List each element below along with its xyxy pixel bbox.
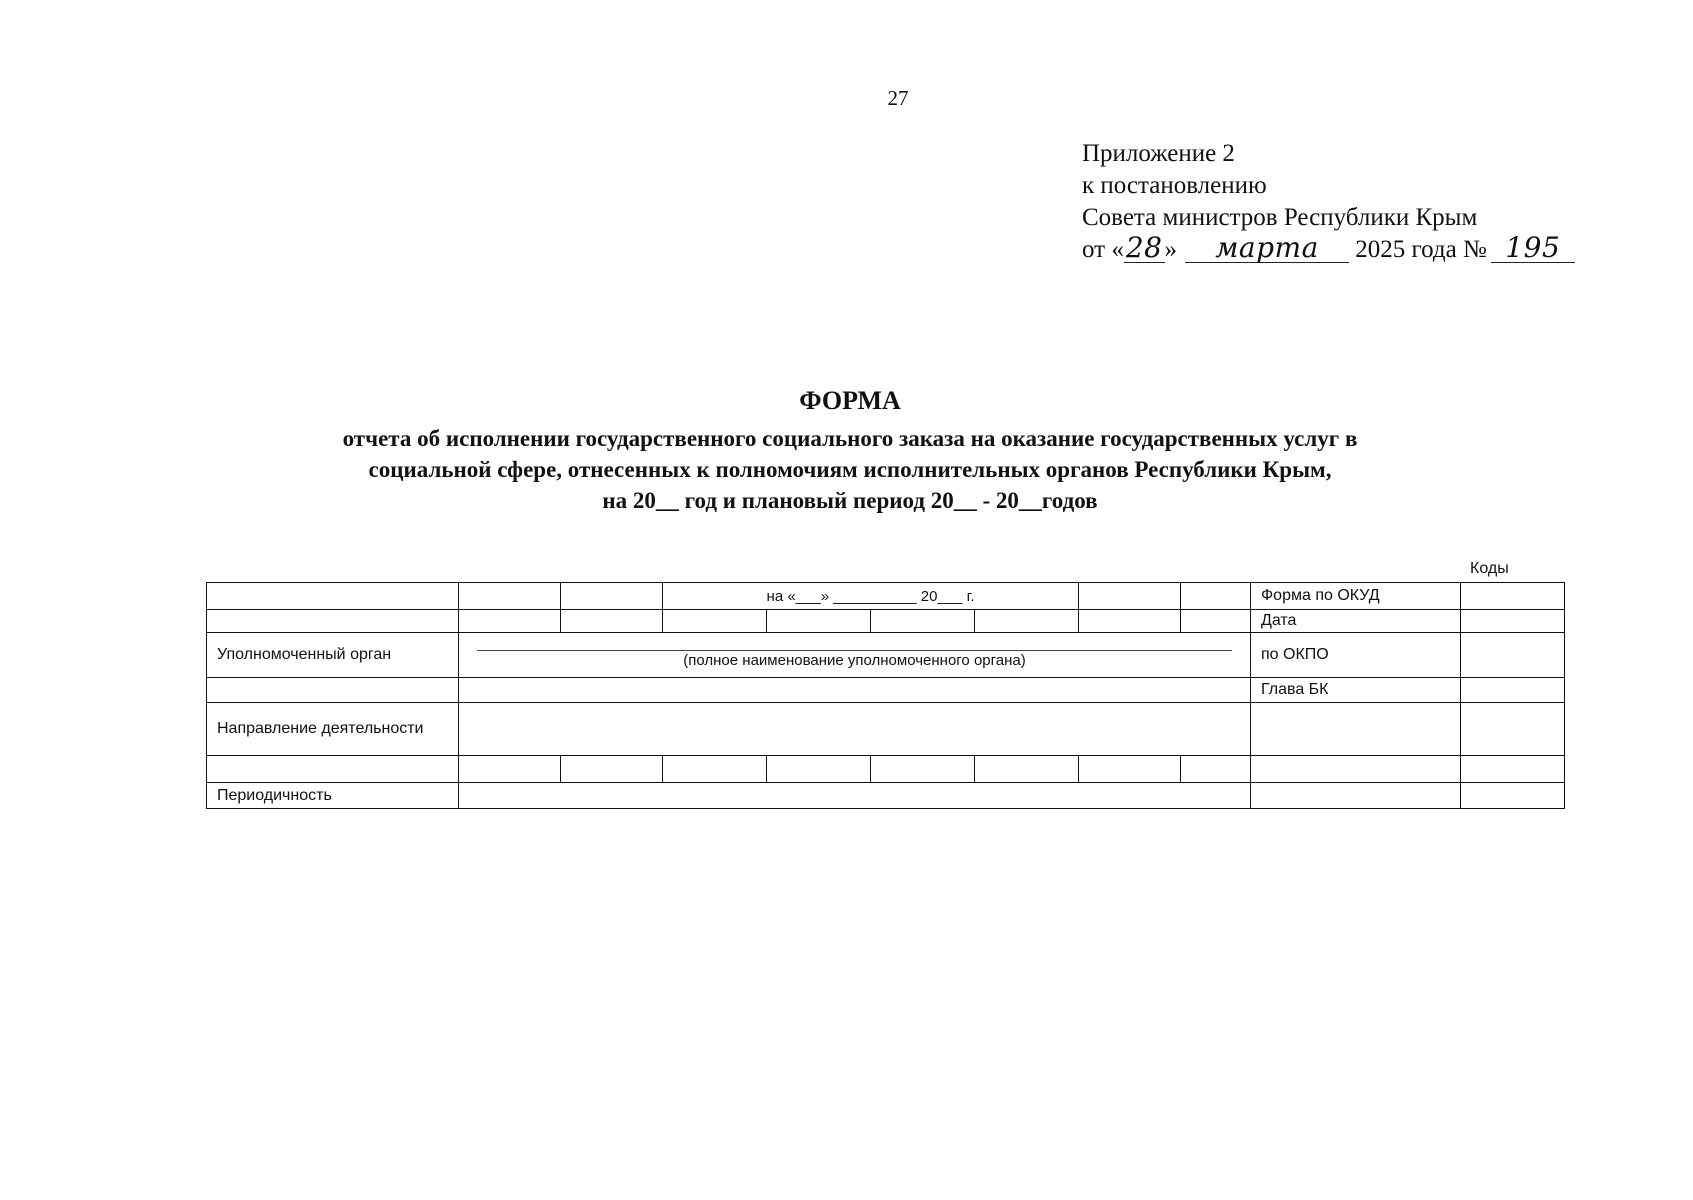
table-cell (207, 678, 459, 703)
code-label-bk: Глава БК (1251, 678, 1461, 703)
table-row-activity-direction (207, 703, 1565, 756)
table-cell (207, 756, 459, 783)
day-suffix: » (1164, 236, 1177, 263)
appendix-line-date (1082, 231, 1642, 266)
table-cell (1461, 783, 1565, 809)
authorized-body-field[interactable] (459, 633, 1251, 678)
handwritten-number: 195 (1491, 234, 1575, 263)
table-cell (871, 610, 975, 633)
code-value-okpo[interactable] (1461, 633, 1565, 678)
table-row-dates-grid (207, 610, 1565, 633)
table-cell (1181, 610, 1251, 633)
table-cell (975, 610, 1079, 633)
codes-header: Коды (1470, 560, 1509, 577)
authorized-body-caption: (полное наименование уполномоченного органа) (683, 651, 1026, 669)
table-cell (207, 610, 459, 633)
table-cell (871, 756, 975, 783)
table-cell (1181, 583, 1251, 610)
table-row-grid (207, 756, 1565, 783)
appendix-block (1082, 138, 1642, 266)
form-title-block (200, 385, 1500, 516)
table-cell (663, 756, 767, 783)
form-subtitle-line-2: социальной сфере, отнесенных к полномочиям исполнительных органов Республики Крым, (368, 457, 1332, 482)
table-cell (663, 610, 767, 633)
table-cell (561, 610, 663, 633)
table-cell (459, 756, 561, 783)
code-label-okpo: по ОКПО (1251, 633, 1461, 678)
table-cell (1251, 756, 1461, 783)
from-prefix: от « (1082, 236, 1124, 263)
table-cell (975, 756, 1079, 783)
table-cell (1079, 756, 1181, 783)
table-cell (767, 610, 871, 633)
page-number: 27 (887, 86, 909, 110)
table-row-periodicity (207, 783, 1565, 809)
form-subtitle-line-3: на 20__ год и плановый период 20__ - 20__годов (602, 488, 1098, 513)
handwritten-day: 28 (1125, 231, 1163, 264)
activity-direction-field[interactable] (459, 703, 1251, 756)
code-value-date[interactable] (1461, 610, 1565, 633)
table-row-bk (207, 678, 1565, 703)
appendix-line-2: к постановлению (1082, 172, 1267, 199)
row-label-periodicity: Периодичность (207, 783, 459, 809)
table-cell (1461, 756, 1565, 783)
code-value-okud[interactable] (1461, 583, 1565, 610)
form-title: ФОРМА (799, 386, 901, 415)
table-cell (459, 610, 561, 633)
report-form-table (206, 582, 1565, 809)
table-cell (1251, 703, 1461, 756)
table-cell (561, 583, 663, 610)
table-cell (1461, 703, 1565, 756)
appendix-line-3: Совета министров Республики Крым (1082, 204, 1478, 231)
authorized-body-underline (477, 640, 1232, 651)
table-cell (767, 756, 871, 783)
table-row-authorized-body (207, 633, 1565, 678)
table-cell (459, 678, 1251, 703)
handwritten-month: марта (1185, 234, 1349, 263)
form-subtitle-line-1: отчета об исполнении государственного социального заказа на оказание государственных услуг в (342, 426, 1358, 451)
table-cell (1079, 610, 1181, 633)
periodicity-field[interactable] (459, 783, 1251, 809)
report-date-line: на «___» __________ 20___ г. (663, 583, 1079, 610)
code-label-okud: Форма по ОКУД (1251, 583, 1461, 610)
table-cell (207, 583, 459, 610)
row-label-activity-direction: Направление деятельности (207, 703, 459, 756)
table-cell (1181, 756, 1251, 783)
code-value-bk[interactable] (1461, 678, 1565, 703)
table-cell (1079, 583, 1181, 610)
table-cell (561, 756, 663, 783)
table-cell (1251, 783, 1461, 809)
year-text: 2025 года № (1355, 236, 1487, 263)
code-label-date: Дата (1251, 610, 1461, 633)
table-row-date (207, 583, 1565, 610)
appendix-line-1: Приложение 2 (1082, 140, 1235, 167)
row-label-authorized-body: Уполномоченный орган (207, 633, 459, 678)
table-cell (459, 583, 561, 610)
